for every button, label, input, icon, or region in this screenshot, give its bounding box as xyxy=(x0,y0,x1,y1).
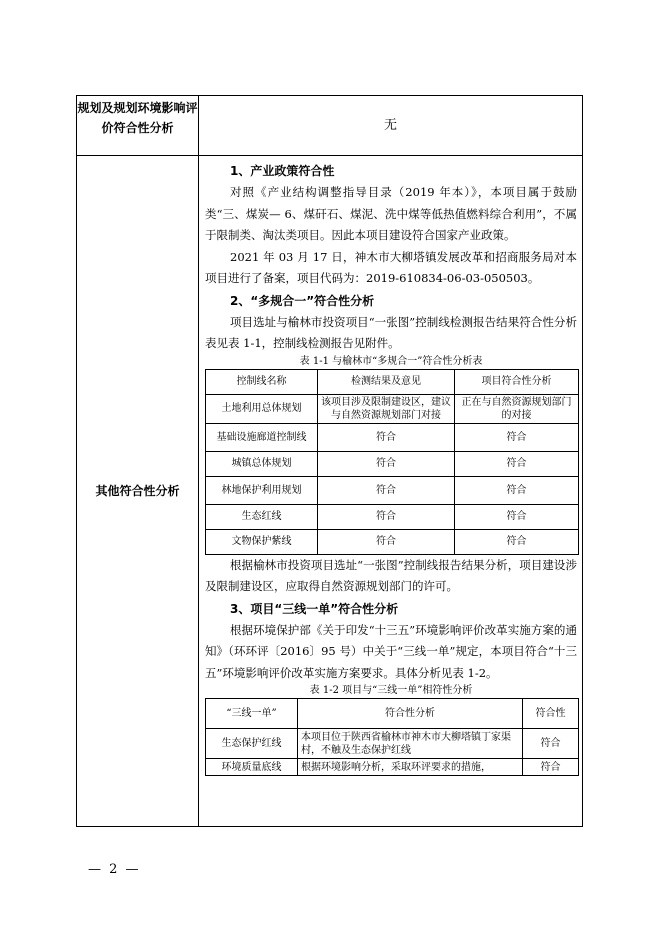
table-cell: 符合 xyxy=(318,504,455,529)
section2-paragraph1: 项目选址与榆林市投资项目“一张图”控制线检测报告结果符合性分析表见表 1-1，控制线检测报告见附件。 xyxy=(205,314,577,350)
table-cell: 林地保护利用规划 xyxy=(206,476,318,504)
table-cell: 生态保护红线 xyxy=(206,729,298,759)
row1-label: 规划及规划环境影响评价符合性分析 xyxy=(77,101,198,135)
section2-paragraph2: 根据榆林市投资项目选址“一张图”控制线报告结果分析，项目建设涉及限制建设区，应取得自然资源规划部门的许可。 xyxy=(205,557,577,593)
table-cell: 正在与自然资源规划部门的对接 xyxy=(455,394,579,423)
table-row xyxy=(206,423,579,451)
table-row xyxy=(206,476,579,504)
table-cell: 符合 xyxy=(318,451,455,476)
table2-caption: 表 1-2 项目与“三线一单”相符性分析 xyxy=(309,685,473,696)
table-row xyxy=(206,529,579,554)
table1 xyxy=(205,369,579,555)
table1-caption: 表 1-1 与榆林市“多规合一”符合性分析表 xyxy=(299,355,483,367)
section1-paragraph2: 2021 年 03 月 17 日，神木市大柳塔镇发展改革和招商服务局对本项目进行了备案，项目代码为：2019-610834-06-03-050503。 xyxy=(205,249,577,285)
table-header-row xyxy=(206,369,579,394)
table-cell: 生态红线 xyxy=(206,504,318,529)
table-row xyxy=(206,759,579,776)
table-cell: 环境质量底线 xyxy=(206,759,298,776)
table-cell: 符合 xyxy=(455,529,579,554)
table-header-cell: 项目符合性分析 xyxy=(455,369,579,394)
table-cell: 符合 xyxy=(523,759,579,776)
table-cell: 符合 xyxy=(455,451,579,476)
table-cell: 该项目涉及限制建设区，建议与自然资源规划部门对接 xyxy=(318,394,455,423)
table-cell: 符合 xyxy=(318,529,455,554)
page-number: — 2 — xyxy=(88,862,141,877)
table-cell: 土地利用总体规划 xyxy=(206,394,318,423)
table-cell: 符合 xyxy=(318,476,455,504)
table-cell: 符合 xyxy=(318,423,455,451)
row2-label: 其他符合性分析 xyxy=(95,484,180,498)
table-header-cell: 符合性分析 xyxy=(298,699,523,729)
section2-title: 2、“多规合一”符合性分析 xyxy=(230,293,375,308)
table-cell: 根据环境影响分析，采取环评要求的措施， xyxy=(298,759,523,776)
table-row xyxy=(206,504,579,529)
table-cell: 符合 xyxy=(523,729,579,759)
table-cell: 城镇总体规划 xyxy=(206,451,318,476)
table-cell: 符合 xyxy=(455,423,579,451)
section3-title: 3、项目“三线一单”符合性分析 xyxy=(230,601,399,616)
table-cell: 基础设施廊道控制线 xyxy=(206,423,318,451)
column-divider xyxy=(198,95,199,827)
table-cell: 符合 xyxy=(455,504,579,529)
section1-title: 1、产业政策符合性 xyxy=(230,164,335,178)
table-header-cell: 符合性 xyxy=(523,699,579,729)
table-cell: 符合 xyxy=(455,476,579,504)
table-row xyxy=(206,394,579,423)
table-cell: 本项目位于陕西省榆林市神木市大柳塔镇丁家渠村，不触及生态保护红线 xyxy=(298,729,523,759)
row1-value: 无 xyxy=(383,118,397,133)
table-row xyxy=(206,729,579,759)
table-header-cell: 检测结果及意见 xyxy=(318,369,455,394)
table-cell: 文物保护紫线 xyxy=(206,529,318,554)
table2 xyxy=(205,698,579,776)
table-row xyxy=(206,451,579,476)
table-header-cell: 控制线名称 xyxy=(206,369,318,394)
row-divider xyxy=(76,155,583,156)
section1-paragraph1: 对照《产业结构调整指导目录（2019 年本）》，本项目属于鼓励类“三、煤炭— 6、煤矸石、煤泥、洗中煤等低热值燃料综合利用”，不属于限制类、淘汰类项目。因此本项目建设符合国家产业政策。 xyxy=(205,185,577,242)
table-header-row xyxy=(206,699,579,729)
section3-paragraph1: 根据环境保护部《关于印发“十三五”环境影响评价改革实施方案的通知》（环环评〔2016〕95 号）中关于“三线一单”规定，本项目符合“十三五”环境影响评价改革实施方案要求。具体分析见表 1-2。 xyxy=(205,622,577,680)
analysis-content xyxy=(205,160,577,776)
table-header-cell: “三线一单” xyxy=(206,699,298,729)
